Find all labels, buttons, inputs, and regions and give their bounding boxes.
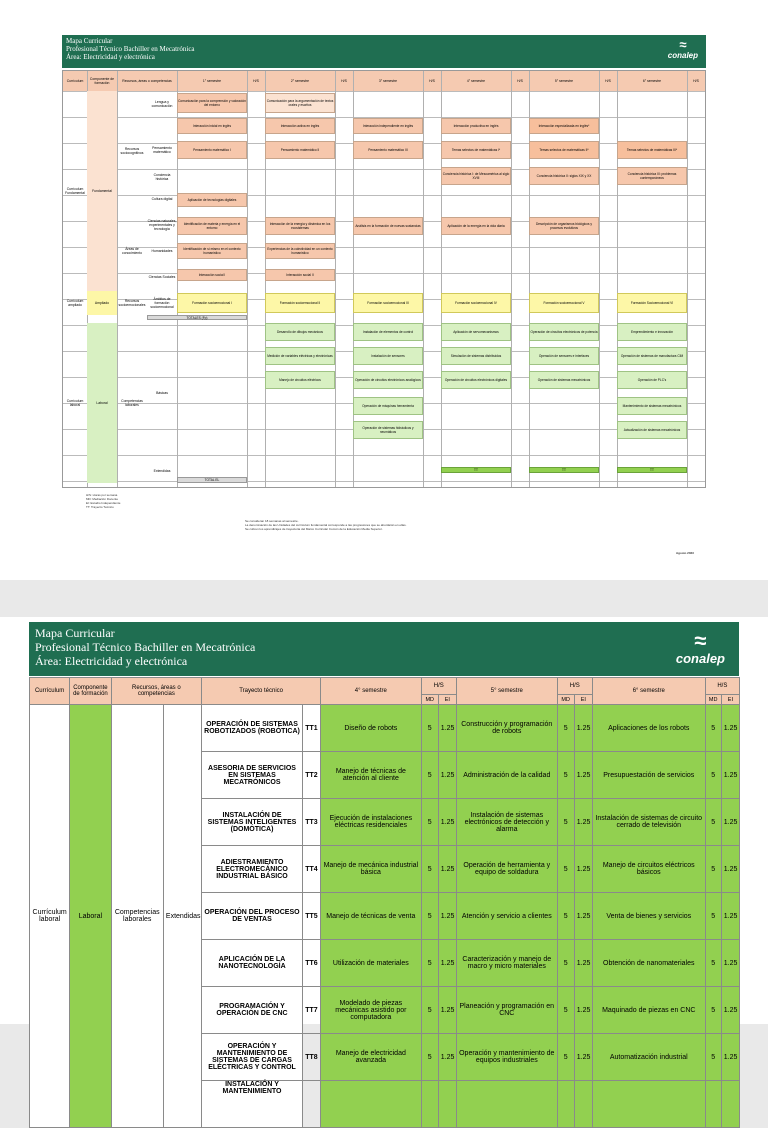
hours-md: 5 bbox=[705, 1034, 721, 1081]
area-ciencias-sociales: Ciencias Sociales bbox=[148, 275, 176, 279]
hours-md: 5 bbox=[421, 940, 438, 987]
header-sem1: 1° semestre bbox=[202, 79, 222, 83]
label-competencias-laborales: Competencias laborales bbox=[121, 399, 143, 407]
course-cell: Interacción especializada en inglés* bbox=[529, 118, 599, 134]
header-resources: Recursos, áreas o competencias bbox=[122, 79, 172, 83]
trayecto-code: TT6 bbox=[302, 940, 320, 987]
course-cell: Conciencia histórica I: de Mesoamérica al siglo XVIII bbox=[441, 167, 511, 185]
cell-laboral: Laboral bbox=[70, 705, 111, 1128]
trayecto-code: TT8 bbox=[302, 1034, 320, 1081]
hours-md: 5 bbox=[557, 1034, 574, 1081]
course-cell: Operación de PLC's bbox=[617, 371, 687, 389]
course-cell: Emprendimiento e innovación bbox=[617, 323, 687, 341]
area-humanidades: Humanidades bbox=[151, 249, 173, 253]
header-md: MD bbox=[421, 695, 438, 705]
course-sem5: Construcción y programación de robots bbox=[456, 705, 557, 752]
label-areas-conocimiento: Áreas de conocimiento bbox=[122, 247, 142, 255]
header-hs6: H/S bbox=[693, 79, 699, 83]
hours-ei: 1.25 bbox=[574, 846, 592, 893]
course-cell: Mantenimiento de sistemas mecatrónicos bbox=[617, 397, 687, 415]
course-sem4: Modelado de piezas mecánicas asistido por computadora bbox=[321, 987, 422, 1034]
course-sem4: Manejo de técnicas de atención al cliente bbox=[321, 752, 422, 799]
hours-md: 5 bbox=[421, 1034, 438, 1081]
cell-competencias: Competencias laborales bbox=[111, 705, 163, 1128]
header-resources: Recursos, áreas o competencias bbox=[111, 678, 202, 705]
conalep-logo: ≈ conalep bbox=[667, 37, 698, 60]
header-sem4: 4° semestre bbox=[466, 79, 486, 83]
course-cell: Comunicación para la comprensión y valoración del entorno bbox=[177, 93, 247, 113]
trayecto-code bbox=[302, 1081, 320, 1128]
hours-md: 5 bbox=[557, 705, 574, 752]
hours-md: 5 bbox=[557, 799, 574, 846]
course-cell: Comunicación para la argumentación de textos orales y escritos bbox=[265, 93, 335, 113]
course-cell: Operación de sistemas de manufactura CIM bbox=[617, 347, 687, 365]
trayecto-code: TT1 bbox=[302, 705, 320, 752]
header-hs4: H/S bbox=[517, 79, 523, 83]
area-ambitos: Ámbitos de formación socioemocional bbox=[150, 297, 174, 309]
hours-ei bbox=[721, 1081, 739, 1128]
label-recursos-socioemocionales: Recursos socioemocionales bbox=[118, 299, 146, 307]
course-cell: Conciencia histórica III: problemas contemporáneos bbox=[617, 167, 687, 185]
hours-md: 5 bbox=[705, 846, 721, 893]
course-cell: Análisis en la formación de nuevas sustancias bbox=[353, 217, 423, 235]
page1-legend: H/S: Horas por semana MD: Mediación Docente EI: Estudio Independiente TT: Trayecto Técnico bbox=[86, 493, 121, 509]
hours-md: 5 bbox=[705, 987, 721, 1034]
course-cell: Interacción activa en inglés bbox=[265, 118, 335, 134]
course-cell: Operación de sensores e interfaces bbox=[529, 347, 599, 365]
header-sem3: 3° semestre bbox=[378, 79, 398, 83]
hours-ei: 1.25 bbox=[574, 1034, 592, 1081]
hours-md bbox=[705, 1081, 721, 1128]
course-sem6: Maquinado de piezas en CNC bbox=[592, 987, 705, 1034]
label-laboral: Laboral bbox=[87, 323, 117, 483]
header-sem5: 5° semestre bbox=[456, 678, 557, 705]
header-hs2: H/S bbox=[341, 79, 347, 83]
hours-ei: 1.25 bbox=[721, 1034, 739, 1081]
label-ampliado: Ampliado bbox=[87, 291, 117, 315]
header-hs4: H/S bbox=[421, 678, 456, 695]
course-cell: Formación socioemocional V bbox=[529, 293, 599, 313]
trayecto-name: OPERACIÓN Y MANTENIMIENTO DE SISTEMAS DE CARGAS ELÉCTRICAS Y CONTROL bbox=[202, 1034, 303, 1081]
hours-md: 5 bbox=[557, 752, 574, 799]
header-sem6: 6° semestre bbox=[592, 678, 705, 705]
hours-ei: 1.25 bbox=[574, 752, 592, 799]
page1-footnotes: Se consideran 18 semanas al semestre. La denominación de las Unidades del currículum fundamental corresponde a las progresiones que se abordarán en ellas. Se cubren los aprendizajes de trayectoria del Marco Curricular Común de la Educación Media Superior. bbox=[245, 519, 407, 531]
hours-md: 5 bbox=[557, 846, 574, 893]
hours-ei: 1.25 bbox=[438, 893, 456, 940]
label-fundamental: Fundamental bbox=[87, 91, 117, 291]
course-cell: Formación Socioemocional VI bbox=[617, 293, 687, 313]
course-cell: Identificación de materia y energía en el entorno bbox=[177, 217, 247, 235]
trayecto-tecnico-table bbox=[29, 677, 740, 1128]
header-md: MD bbox=[557, 695, 574, 705]
header-ei: EI bbox=[574, 695, 592, 705]
course-sem6: Aplicaciones de los robots bbox=[592, 705, 705, 752]
label-extendidas: Extendidas bbox=[153, 469, 171, 473]
course-cell: Interacción social I bbox=[177, 269, 247, 281]
trayecto-name: PROGRAMACIÓN Y OPERACIÓN DE CNC bbox=[202, 987, 303, 1034]
hours-md: 5 bbox=[705, 893, 721, 940]
label-basicas: Básicas bbox=[156, 391, 168, 395]
label-curriculum-laboral: Currículum laboral bbox=[66, 399, 84, 407]
trayecto-name: ASESORIA DE SERVICIOS EN SISTEMAS MECATRÓNICOS bbox=[202, 752, 303, 799]
header-hs1: H/S bbox=[253, 79, 259, 83]
course-cell: Operación de sistemas hidráulicos y neumáticos bbox=[353, 421, 423, 439]
hours-ei bbox=[438, 1081, 456, 1128]
header-curriculum: Currículum bbox=[30, 678, 70, 705]
hours-ei: 1.25 bbox=[438, 752, 456, 799]
hours-ei: 1.25 bbox=[721, 752, 739, 799]
page1-header-row bbox=[63, 71, 705, 91]
header-hs5: H/S bbox=[557, 678, 592, 695]
hours-ei: 1.25 bbox=[574, 799, 592, 846]
area-conciencia: Conciencia histórica bbox=[153, 173, 171, 181]
header-ei: EI bbox=[721, 695, 739, 705]
course-cell: Descripción de organismos biológicos y procesos evolutivos bbox=[529, 217, 599, 235]
course-cell: Pensamiento matemático III bbox=[353, 141, 423, 159]
course-sem6: Obtención de nanomateriales bbox=[592, 940, 705, 987]
course-cell: Interacción de la energía y dinámica en los ecosistemas bbox=[265, 217, 335, 235]
header-ei: EI bbox=[438, 695, 456, 705]
course-sem6: Manejo de circuitos eléctricos básicos bbox=[592, 846, 705, 893]
header-sem5: 5° semestre bbox=[554, 79, 574, 83]
course-cell: Operación de máquinas herramienta bbox=[353, 397, 423, 415]
course-cell: Temas selectos de matemáticas I* bbox=[441, 141, 511, 159]
course-sem4: Utilización de materiales bbox=[321, 940, 422, 987]
page1-date: Agosto 2023 bbox=[676, 551, 694, 555]
page2-title: Mapa Curricular Profesional Técnico Bachiller en Mecatrónica Área: Electricidad y electrónica bbox=[35, 626, 256, 668]
hours-md: 5 bbox=[557, 893, 574, 940]
header-sem6: 6° semestre bbox=[642, 79, 662, 83]
course-sem4: Manejo de mecánica industrial básica bbox=[321, 846, 422, 893]
hours-ei: 1.25 bbox=[721, 940, 739, 987]
hours-ei: 1.25 bbox=[574, 893, 592, 940]
header-trayecto: Trayecto técnico bbox=[202, 678, 321, 705]
conalep-logo: ≈ conalep bbox=[675, 628, 725, 666]
table-row bbox=[30, 705, 740, 752]
course-cell: Experiencias de la colectividad en un contexto humanístico bbox=[265, 243, 335, 259]
area-cultura-digital: Cultura digital bbox=[151, 197, 173, 201]
hours-md: 5 bbox=[557, 987, 574, 1034]
hours-md: 5 bbox=[421, 799, 438, 846]
header-curriculum: Currículum bbox=[66, 79, 84, 83]
course-cell: Interacción inicial en inglés bbox=[177, 118, 247, 134]
trayecto-code: TT5 bbox=[302, 893, 320, 940]
hours-ei: 1.25 bbox=[574, 940, 592, 987]
trayecto-code: TT2 bbox=[302, 752, 320, 799]
course-sem5: Operación y mantenimiento de equipos industriales bbox=[456, 1034, 557, 1081]
course-cell: Aplicación de servomecanismos bbox=[441, 323, 511, 341]
course-cell: Operación de circuitos electrónicos digitales bbox=[441, 371, 511, 389]
course-sem6 bbox=[592, 1081, 705, 1128]
course-cell: Interacción independiente en inglés bbox=[353, 118, 423, 134]
tt-cell: TT bbox=[617, 467, 687, 473]
area-pensamiento: Pensamiento matemático bbox=[152, 146, 172, 154]
course-cell: Formación socioemocional IV bbox=[441, 293, 511, 313]
totales-row: TOTALES (Fp) bbox=[147, 315, 247, 320]
label-curriculum-fundamental: Currículum Fundamental bbox=[65, 187, 85, 195]
course-cell: Conciencia histórica II: siglos XIX y XX bbox=[529, 167, 599, 185]
hours-md bbox=[557, 1081, 574, 1128]
course-cell: Instalación de elementos de control bbox=[353, 323, 423, 341]
course-sem4 bbox=[321, 1081, 422, 1128]
trayecto-name: INSTALACIÓN Y MANTENIMIENTO bbox=[202, 1081, 303, 1128]
course-cell: Actualización de sistemas mecatrónicos bbox=[617, 421, 687, 439]
tt-cell: TT bbox=[441, 467, 511, 473]
course-cell: Manejo de circuitos eléctricos bbox=[265, 371, 335, 389]
course-sem4: Diseño de robots bbox=[321, 705, 422, 752]
page1-header-banner bbox=[62, 35, 706, 68]
course-cell: Simulación de sistemas distribuidos bbox=[441, 347, 511, 365]
hours-md: 5 bbox=[705, 752, 721, 799]
course-cell: Interacción productiva en inglés bbox=[441, 118, 511, 134]
course-cell: Instalación de sensores bbox=[353, 347, 423, 365]
conalep-logo-icon: ≈ bbox=[679, 37, 687, 52]
course-cell: Identificación de sí mismo en el contexto humanístico bbox=[177, 243, 247, 259]
course-sem5: Planeación y programación en CNC bbox=[456, 987, 557, 1034]
hours-md: 5 bbox=[421, 846, 438, 893]
course-cell: Operación de circuitos electrónicos de potencia bbox=[529, 323, 599, 341]
hours-md: 5 bbox=[421, 705, 438, 752]
hours-ei: 1.25 bbox=[574, 705, 592, 752]
course-cell: Formación socioemocional III bbox=[353, 293, 423, 313]
cell-extendidas: Extendidas bbox=[163, 705, 201, 1128]
tt-cell: TT bbox=[529, 467, 599, 473]
hours-md: 5 bbox=[705, 705, 721, 752]
header-hs3: H/S bbox=[429, 79, 435, 83]
hours-ei: 1.25 bbox=[438, 940, 456, 987]
course-cell: Operación de sistemas mecatrónicos bbox=[529, 371, 599, 389]
hours-ei: 1.25 bbox=[438, 987, 456, 1034]
course-cell: Operación de circuitos electrónicos analógicos bbox=[353, 371, 423, 389]
course-sem4: Ejecución de instalaciones eléctricas residenciales bbox=[321, 799, 422, 846]
area-lengua: Lengua y comunicación bbox=[151, 100, 173, 108]
header-md: MD bbox=[705, 695, 721, 705]
course-sem6: Automatización industrial bbox=[592, 1034, 705, 1081]
hours-ei: 1.25 bbox=[721, 705, 739, 752]
hours-ei: 1.25 bbox=[574, 987, 592, 1034]
hours-md: 5 bbox=[421, 893, 438, 940]
hours-md: 5 bbox=[557, 940, 574, 987]
header-sem4: 4° semestre bbox=[321, 678, 422, 705]
course-cell: Formación socioemocional II bbox=[265, 293, 335, 313]
hours-md bbox=[421, 1081, 438, 1128]
header-hs6: H/S bbox=[705, 678, 739, 695]
course-sem5: Caracterización y manejo de macro y micro materiales bbox=[456, 940, 557, 987]
header-component: Componente de formación bbox=[89, 77, 115, 85]
total-row: TOTAL EL bbox=[177, 477, 247, 483]
trayecto-code: TT4 bbox=[302, 846, 320, 893]
trayecto-name: APLICACIÓN DE LA NANOTECNOLOGÍA bbox=[202, 940, 303, 987]
hours-ei: 1.25 bbox=[721, 799, 739, 846]
hours-ei: 1.25 bbox=[721, 846, 739, 893]
course-cell: Medición de variables eléctricas y electrónicas bbox=[265, 347, 335, 365]
label-recursos-sociocognitivos: Recursos sociocognitivos bbox=[120, 147, 144, 155]
course-sem6: Venta de bienes y servicios bbox=[592, 893, 705, 940]
trayecto-name: OPERACIÓN DE SISTEMAS ROBOTIZADOS (ROBÓTICA) bbox=[202, 705, 303, 752]
hours-ei: 1.25 bbox=[721, 987, 739, 1034]
course-cell: Interacción social II bbox=[265, 269, 335, 281]
page1-title: Mapa Curricular Profesional Técnico Bachiller en Mecatrónica Área: Electricidad y electrónica bbox=[66, 37, 195, 61]
trayecto-name: ADIESTRAMIENTO ELECTROMECÁNICO INDUSTRIAL BÁSICO bbox=[202, 846, 303, 893]
hours-ei: 1.25 bbox=[438, 1034, 456, 1081]
course-sem6: Presupuestación de servicios bbox=[592, 752, 705, 799]
trayecto-code: TT7 bbox=[302, 987, 320, 1034]
curriculum-map-page-2 bbox=[0, 617, 768, 1095]
course-sem4: Manejo de electricidad avanzada bbox=[321, 1034, 422, 1081]
hours-ei: 1.25 bbox=[721, 893, 739, 940]
course-cell: Aplicación de la energía en la vida diaria bbox=[441, 217, 511, 235]
hours-md: 5 bbox=[421, 987, 438, 1034]
header-sem2: 2° semestre bbox=[290, 79, 310, 83]
course-cell: Temas selectos de matemáticas III* bbox=[617, 141, 687, 159]
course-sem5: Administración de la calidad bbox=[456, 752, 557, 799]
page1-curriculum-grid bbox=[62, 70, 706, 488]
course-sem5: Atención y servicio a clientes bbox=[456, 893, 557, 940]
hours-ei bbox=[574, 1081, 592, 1128]
course-sem4: Manejo de técnicas de venta bbox=[321, 893, 422, 940]
hours-ei: 1.25 bbox=[438, 799, 456, 846]
course-sem5 bbox=[456, 1081, 557, 1128]
course-cell: Pensamiento matemático II bbox=[265, 141, 335, 159]
course-sem5: Instalación de sistemas electrónicos de detección y alarma bbox=[456, 799, 557, 846]
hours-ei: 1.25 bbox=[438, 846, 456, 893]
course-cell: Aplicación de tecnologías digitales bbox=[177, 193, 247, 207]
hours-md: 5 bbox=[421, 752, 438, 799]
trayecto-name: OPERACIÓN DEL PROCESO DE VENTAS bbox=[202, 893, 303, 940]
course-cell: Formación socioemocional I bbox=[177, 293, 247, 313]
hours-ei: 1.25 bbox=[438, 705, 456, 752]
header-hs5: H/S bbox=[605, 79, 611, 83]
hours-md: 5 bbox=[705, 799, 721, 846]
course-sem5: Operación de herramienta y equipo de soldadura bbox=[456, 846, 557, 893]
header-component: Componente de formación bbox=[70, 678, 111, 705]
table-header-row bbox=[30, 678, 740, 695]
cell-curriculum-laboral: Currículum laboral bbox=[30, 705, 70, 1128]
label-curriculum-ampliado: Currículum ampliado bbox=[66, 299, 84, 307]
area-ciencias-naturales: Ciencias naturales, experimentales y tecnología bbox=[147, 219, 177, 231]
page2-header-banner bbox=[29, 622, 739, 676]
trayecto-code: TT3 bbox=[302, 799, 320, 846]
conalep-logo-icon: ≈ bbox=[694, 628, 707, 653]
hours-md: 5 bbox=[705, 940, 721, 987]
trayecto-name: INSTALACIÓN DE SISTEMAS INTELIGENTES (DOMÓTICA) bbox=[202, 799, 303, 846]
course-cell: Temas selectos de matemáticas II* bbox=[529, 141, 599, 159]
course-cell: Desarrollo de dibujos mecánicos bbox=[265, 323, 335, 341]
course-sem6: Instalación de sistemas de circuito cerrado de televisión bbox=[592, 799, 705, 846]
course-cell: Pensamiento matemático I bbox=[177, 141, 247, 159]
